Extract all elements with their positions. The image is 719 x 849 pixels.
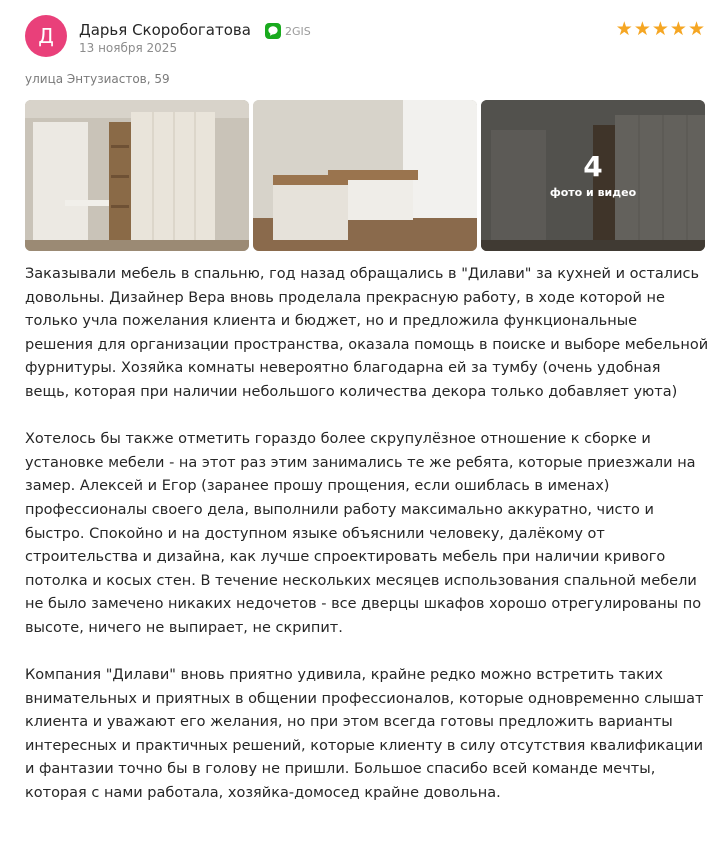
author-name[interactable]: Дарья Скоробогатова bbox=[79, 21, 251, 39]
review-paragraph: Компания "Дилави" вновь приятно удивила, крайне редко можно встретить таких внимательных и приятных в общении профессионалов, которые одновременно слышат клиента и уважают его желания, но при этом всегда готовы предложить варианты интересных и практичных решений, которые клиенту в силу отсутствия квалификации и фантазии точно бы в голову не пришли. Большое спасибо всей команде мечты, которая с нами работала, хозяйка-домосед крайне довольна. bbox=[25, 667, 704, 802]
star-icon: ★ bbox=[633, 18, 651, 40]
star-icon: ★ bbox=[615, 18, 633, 40]
source-label: 2GIS bbox=[285, 24, 311, 38]
more-photos-overlay[interactable] bbox=[481, 100, 705, 251]
photo-bed[interactable] bbox=[253, 100, 477, 251]
review-text bbox=[25, 263, 709, 829]
more-photos-label: фото и видео bbox=[549, 186, 637, 199]
branch-address: улица Энтузиастов, 59 bbox=[25, 72, 170, 86]
more-photos-count: 4 bbox=[583, 150, 603, 183]
photo-more[interactable] bbox=[481, 100, 705, 251]
photo-wardrobe[interactable] bbox=[25, 100, 249, 251]
star-icon: ★ bbox=[687, 18, 705, 40]
rating-stars bbox=[616, 19, 705, 39]
photo-gallery bbox=[25, 100, 705, 251]
review-paragraph: Заказывали мебель в спальню, год назад обращались в "Дилави" за кухней и остались довольны. Дизайнер Вера вновь проделала прекрасную работу, в ходе которой не только учла пожелания клиента и бюджет, но и предложила функциональные решения для организации пространства, оказала помощь в поиске и выборе мебельной фурнитуры. Хозяйка комнаты невероятно благодарна ей за тумбу (очень удобная вещь, которая при наличии небольшого количества декора только добавляет уюта) bbox=[25, 266, 709, 400]
avatar[interactable]: Д bbox=[25, 15, 67, 57]
review-header bbox=[25, 15, 705, 61]
2gis-logo-icon bbox=[265, 23, 281, 39]
review-date: 13 ноября 2025 bbox=[79, 41, 178, 55]
star-icon: ★ bbox=[669, 18, 687, 40]
review-source bbox=[265, 23, 311, 39]
review-paragraph: Хотелось бы также отметить гораздо более скрупулёзное отношение к сборке и установке мебели - на этот раз этим занимались те же ребята, которые приезжали на замер. Алексей и Егор (заранее прошу прощения, если ошиблась в именах) профессионалы своего дела, выполнили работу максимально аккуратно, чисто и быстро. Спокойно и на доступном языке объяснили человеку, далёкому от строительства и дизайна, как лучше спроектировать мебель при наличии кривого потолка и косых стен. В течение нескольких месяцев использования спальной мебели не было замечено никаких недочетов - все дверцы шкафов хорошо отрегулированы по высоте, ничего не выпирает, не скрипит. bbox=[25, 431, 702, 636]
star-icon: ★ bbox=[651, 18, 669, 40]
